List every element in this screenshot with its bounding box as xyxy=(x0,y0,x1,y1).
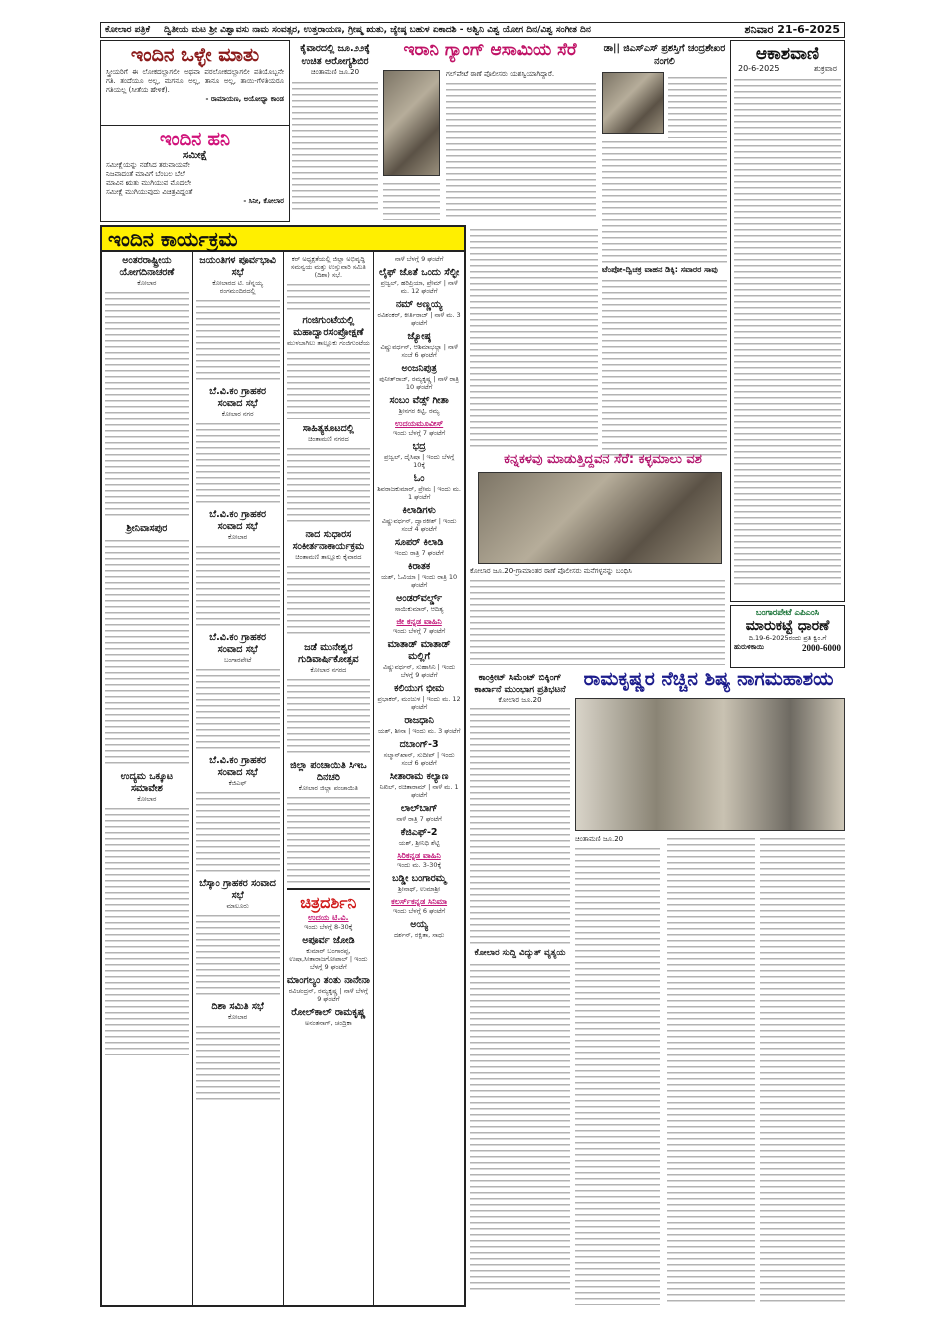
program-title: ಮಾಂಗಲ್ಯಂ ತಂತು ನಾನೇನಾ xyxy=(286,975,370,986)
theft-body xyxy=(470,577,725,665)
program-title: ಜ್ಯೋಷ್ಠ xyxy=(407,331,431,342)
apmc-title: ಬಂಗಾರಪೇಟೆ ಎಪಿಎಂಸಿ xyxy=(755,608,820,618)
drop-line: ಸಮೀಕ್ಷೆಯನ್ನು ನಡೆಸಿದ ತರುವಾಯವೇ xyxy=(106,161,190,169)
channel-name: ಸಿರಿಕನ್ನಡ ವಾಹಿನಿ xyxy=(397,851,441,860)
program-item xyxy=(287,642,371,756)
programs-column-2 xyxy=(193,252,284,1305)
program-title: ದಬಾಂಗ್-3 xyxy=(399,739,439,750)
program-details: ವಿಷ್ಣುವರ್ಧನ್, ದ್ವಾರಕೀಶ್ | ಇಂದು ಸಂಜೆ 4 ಘಂಟೆಗೆ xyxy=(381,517,457,533)
programs-column-3 xyxy=(284,252,375,1305)
program-item xyxy=(377,739,461,767)
program-title: ಸೂಪರ್ ಕಿಲಾಡಿ xyxy=(394,537,444,548)
program-item xyxy=(377,593,461,613)
program-item xyxy=(377,255,461,263)
program-item xyxy=(377,771,461,799)
program-item xyxy=(377,419,461,437)
program-item xyxy=(287,529,371,638)
channel-name: ಉದಯಮೂವೀಸ್ xyxy=(395,419,444,428)
program-item xyxy=(377,537,461,557)
program-item xyxy=(377,617,461,635)
cement-headline: ಕಾಂಕ್ರೀಟ್ ಸಿಮೆಂಟ್ ಬಿಕ್ಕಿಂಗ್ ಕಾರ್ಖಾನೆ ಮುಂಭಾಗ ಪ್ರತಿಭಟನೆ xyxy=(474,673,566,695)
program-details: ದರ್ಶನ್, ರಕ್ಷಿತಾ, ಸಾಧು xyxy=(393,931,445,939)
apmc-subtitle: ಮಾರುಕಟ್ಟೆ ಧಾರಣೆ xyxy=(745,618,830,634)
program-body-text xyxy=(196,297,280,382)
program-title: ಅಂಡರ್‌ವರ್ಲ್ಡ್ xyxy=(396,593,443,604)
program-body-text xyxy=(105,805,189,1055)
cement-body xyxy=(470,705,570,945)
program-details: ಇಂದು ಮ. 3-30ಕ್ಕೆ xyxy=(396,861,442,869)
theft-photo xyxy=(478,472,722,564)
program-title: ಓಂ xyxy=(413,473,425,484)
program-details: ಕೋಲಾರ ನಗರ xyxy=(221,410,254,418)
drop-line: ನಿಜವಾದಂತೆ ಮಾವಿಗೆ ಬೆಂಬಲ ಬೆಲೆ xyxy=(106,170,185,178)
program-details: ವಿಷ್ಣುವರ್ಧನ್, ಸುಹಾಸಿನಿ | ಇಂದು ಬೆಳಗ್ಗೆ 9 ಘಂಟೆಗೆ xyxy=(382,663,456,679)
ramakrishna-photo xyxy=(575,698,845,831)
program-title: ಮಾತಾಡ್ ಮಾತಾಡ್ ಮಲ್ಲಿಗೆ xyxy=(387,639,451,662)
program-details: ಇಂದು ಬೆಳಗ್ಗೆ 7 ಘಂಟೆಗೆ xyxy=(393,627,446,635)
quote-body: ಸ್ತ್ರೀಯರಿಗೆ ಈ ಲೋಕದಲ್ಲಾಗಲೀ ಅಥವಾ ಪರಲೋಕದಲ್ಲಾಗಲೀ ಪತಿಯೊಬ್ಬನೇ ಗತಿ. ತಂದೆಯೂ ಅಲ್ಲ, ಮಗನೂ ಅಲ್ಲ, ತಾನೂ ಅಲ್ಲ, ತಾಯಿ-ಗೆಳತಿಯರೂ ಗತಿಯಲ್ಲ (ಸೀತೆಯ ಹೇಳಿಕೆ). xyxy=(106,68,284,94)
program-details: ಸಲ್ಮಾನ್‌ಖಾನ್, ಸುದೀಪ್ | ಇಂದು ಸಂಜೆ 6 ಘಂಟೆಗೆ xyxy=(383,751,455,767)
program-item xyxy=(377,715,461,735)
program-details: ನಿಖಿಲ್, ರಚಿತಾರಾಮ್ | ನಾಳೆ ಮ. 1 ಘಂಟೆಗೆ xyxy=(379,783,459,799)
kaivara-article xyxy=(292,42,378,222)
ramakrishna-headline: ರಾಮಕೃಷ್ಣರ ನೆಚ್ಚಿನ ಶಿಷ್ಯ ನಾಗಮಹಾಶಯ xyxy=(583,668,834,690)
program-title: ಸಂಬಂ ವೆಡ್ಸ್ ಗೀತಾ xyxy=(389,395,449,406)
program-item xyxy=(196,509,280,628)
program-title: ಜಡೆ ಮುನೇಶ್ವರ ಗುಡಿವಾರ್ಷಿಕೋತ್ಸವ xyxy=(298,642,359,665)
program-item xyxy=(377,683,461,711)
drop-line: ಸಮೀಕ್ಷೆ ಮುಗಿಯುವುದು ವಿಚಿತ್ರವಿದ್ದಂತೆ xyxy=(106,188,193,196)
program-title: ಗಂಜಿಗುಂಟೆಯಲ್ಲಿ ಮಹಾದ್ವಾರಸಂಪ್ರೋಕ್ಷಣೆ xyxy=(293,315,364,338)
accused-photo xyxy=(383,70,440,176)
program-item xyxy=(105,255,189,519)
ramakrishna-body-2 xyxy=(667,835,755,1305)
program-details: ಕೋಲಾರ xyxy=(228,533,248,541)
program-item xyxy=(377,639,461,679)
akashavani-schedule xyxy=(734,76,841,586)
program-details: ಕೋಲಾರ ಜಿಲ್ಲಾ ಪಂಚಾಯಿತಿ xyxy=(298,784,358,792)
award-body xyxy=(602,138,727,263)
program-item xyxy=(377,473,461,501)
program-item xyxy=(105,771,189,1055)
program-details: ಕುಮಾರ್ ಬಂಗಾರಪ್ಪ, ಉಷಾ,ಸೀತಾರಾಜಗೋಪಾಲ್ | ಇಂದು ಬೆಳಗ್ಗೆ 9 ಘಂಟೆಗೆ xyxy=(289,947,368,971)
channel-name: ಕಲರ್ಸ್‌ಕನ್ನಡ ಸಿನಿಮಾ xyxy=(391,897,448,906)
program-details: ಕರ್ ಅಧ್ಯಕ್ಷತೆಯಲ್ಲಿ ಜಿಲ್ಲಾ ಅಭಿವೃದ್ಧಿ ಸಮನ್ವಯ ಮತ್ತು ಉಸ್ತುವಾರಿ ಸಮಿತಿ (ದಿಶಾ) ಸಭೆ. xyxy=(290,255,366,279)
akashavani-title: ಆಕಾಶವಾಣಿ xyxy=(755,44,820,64)
program-item xyxy=(377,441,461,469)
apmc-item: ಹುರುಳಿಕಾಯಿ xyxy=(734,643,764,651)
program-title: ಜಿಲ್ಲಾ ಪಂಚಾಯಿತಿ ಸಿಇಒ ದಿನಚರಿ xyxy=(290,760,367,783)
program-item xyxy=(377,897,461,915)
program-item xyxy=(105,523,189,767)
program-title: ಕಿಲಾಡಿಗಳು xyxy=(402,505,436,516)
programs-column-4 xyxy=(374,252,464,1305)
program-details: ಚಿಂತಾಮಣಿ ನಗರದ xyxy=(308,435,349,443)
theft-lead: ಕೋಲಾರ ಜೂ.20-ಗ್ರಾಮಾಂತರ ಠಾಣೆ ಪೊಲೀಸರು ಮನೆಗಳ್ಳನನ್ನು ಬಂಧಿಸಿ xyxy=(470,567,632,575)
program-details: ಯಶ್, ಶ್ರೀನಿಧಿ ಶೆಟ್ಟಿ xyxy=(398,839,440,847)
program-body-text xyxy=(196,543,280,628)
program-details: ಶಿವರಾಜಕುಮಾರ್, ಪ್ರೇಮ | ಇಂದು ಮ. 1 ಘಂಟೆಗೆ xyxy=(377,485,462,501)
program-details: ಪ್ರಭಾಕರ್, ಮಂಜುಳ | ಇಂದು ಮ. 12 ಘಂಟೆಗೆ xyxy=(377,695,461,711)
masthead-strip xyxy=(100,22,845,38)
program-item xyxy=(287,975,371,1003)
program-item xyxy=(377,851,461,869)
program-body-text xyxy=(287,445,371,525)
program-body-text xyxy=(287,676,371,756)
program-details: ಯಶ್, ಶೀನಾ | ಇಂದು ಮ. 3 ಘಂಟೆಗೆ xyxy=(377,727,461,735)
program-item xyxy=(287,255,371,311)
program-item xyxy=(287,935,371,971)
program-details: ಮಾಲೂರು xyxy=(226,902,249,910)
akashavani-day: ಶುಕ್ರವಾರ xyxy=(813,64,837,73)
apmc-price: 2000-6000 xyxy=(802,643,841,653)
kaivara-headline: ಕೈವಾರದಲ್ಲಿ ಜೂ.೨೨ಕ್ಕೆ ಉಚಿತ ಆರೋಗ್ಯಶಿಬಿರ xyxy=(300,43,370,67)
power-body xyxy=(470,961,570,1291)
program-title: ಕಲಿಯುಗ ಭೀಮ xyxy=(394,683,445,694)
program-item xyxy=(196,386,280,505)
ramakrishna-body-1 xyxy=(575,845,660,1305)
program-details: ಇಂದು ಬೆಳಗ್ಗೆ 6 ಘಂಟೆಗೆ xyxy=(393,907,446,915)
program-title: ರೋಲ್‌ಕಾಲ್ ರಾಮಕೃಷ್ಣ xyxy=(291,1007,366,1018)
program-details: ವಿಷ್ಣುವರ್ಧನ್, ಆಶಿಮಾಭಲ್ಲಾ | ನಾಳೆ ಸಂಜೆ 6 ಘಂಟೆಗೆ xyxy=(380,343,458,359)
program-title: ಅಯ್ಯ xyxy=(410,919,428,930)
program-item xyxy=(287,315,371,419)
program-title: ಲೈಫ್ ಜೊತೆ ಒಂದು ಸೆಲ್ಫೀ xyxy=(379,267,460,278)
program-title: ನಮ್ ಅಣ್ಣಯ್ಯ xyxy=(395,299,443,310)
ramakrishna-body-3 xyxy=(760,835,845,1305)
program-item xyxy=(287,1007,371,1027)
program-details: ಶ್ರೀನಾಥ್, ಉಮಾಶ್ರೀ xyxy=(397,885,441,893)
accident-headline: ಟೆಂಪೋ-ದ್ವಿಚಕ್ರ ವಾಹನ ಡಿಕ್ಕಿ: ಸವಾರರ ಸಾವು xyxy=(602,265,718,274)
akashavani-box xyxy=(730,40,845,602)
power-headline: ಕೋಲಾರ ಸುದ್ದಿ ವಿದ್ಯುತ್ ವ್ಯತ್ಯಯ xyxy=(474,948,566,958)
program-item xyxy=(377,561,461,589)
award-headline: ಡಾ|| ಜಿಎಸ್‌ಎಸ್ ಪ್ರಶಸ್ತಿಗೆ ಚಂದ್ರಶೇಖರ ನಂಗಲಿ xyxy=(603,43,726,67)
program-details: ಮುಳಬಾಗಿಲು ತಾಲ್ಲೂಕು ಗಂಜಿಗುಂಟೆಯ xyxy=(286,339,370,347)
program-item xyxy=(287,760,371,884)
program-details: ಇಂದು ಬೆಳಗ್ಗೆ 7 ಘಂಟೆಗೆ xyxy=(393,429,446,437)
program-item xyxy=(377,331,461,359)
program-details: ಕೋಲಾರ xyxy=(228,1013,248,1021)
program-title: ನಾದ ಸುಧಾರಸ ಸಂಕೀರ್ತನಾಕಾರ್ಯಕ್ರಮ xyxy=(292,529,365,552)
program-title: ಶ್ರೀನಿವಾಸಪುರ xyxy=(126,523,168,534)
program-title: ರಾಜಧಾನಿ xyxy=(404,715,434,726)
cement-article xyxy=(470,672,570,1307)
program-details: ನಾಳೆ ಬೆಳಗ್ಗೆ 9 ಘಂಟೆಗೆ xyxy=(394,255,444,263)
program-title: ಬೆ.ವಿ.ಕಂ ಗ್ರಾಹಕರ ಸಂವಾದ ಸಭೆ xyxy=(209,755,267,778)
channel-name: ಉದಯ ಟಿ.ವಿ. xyxy=(308,913,349,922)
program-details: ಪುನೀತ್‌ರಾಜ್, ರಮ್ಯಕೃಷ್ಣ | ನಾಳೆ ರಾತ್ರಿ 10 ಘಂಟೆಗೆ xyxy=(379,375,459,391)
program-item xyxy=(377,395,461,415)
cinema-listing xyxy=(287,888,371,931)
program-item xyxy=(196,255,280,382)
program-details: ಕೋಲಾರ ನಗರದ xyxy=(310,666,347,674)
program-details: ಕೆಜಿಎಫ್ xyxy=(228,779,247,787)
programs-section xyxy=(100,225,466,1307)
program-details: ಯಶ್, ಓವಿಯಾ | ಇಂದು ರಾತ್ರಿ 10 ಘಂಟೆಗೆ xyxy=(381,573,458,589)
irani-caption xyxy=(383,180,440,220)
program-details: ಇಂದು ರಾತ್ರಿ 7 ಘಂಟೆಗೆ xyxy=(394,549,444,557)
akashavani-date: 20-6-2025 xyxy=(738,64,780,73)
channel-name: ಜೀ ಕನ್ನಡ ವಾಹಿನಿ xyxy=(396,617,442,626)
program-item xyxy=(377,267,461,295)
quote-box xyxy=(100,40,290,126)
program-details: ಶ್ರೀನಗರ ಕಿಟ್ಟಿ, ರಮ್ಯ xyxy=(398,407,440,415)
program-item xyxy=(377,803,461,823)
award-article xyxy=(602,42,727,462)
drop-subtitle: ಸಮೀಕ್ಷೆ xyxy=(182,150,208,161)
award-body-side xyxy=(668,74,727,138)
program-details: ರವಿಚಂದ್ರನ್, ರಮ್ಯಕೃಷ್ಣ | ನಾಳೆ ಬೆಳಗ್ಗೆ 9 ಘಂಟೆಗೆ xyxy=(288,987,369,1003)
program-item xyxy=(377,919,461,939)
program-title: ಬೆಸ್ಕಾಂ ಗ್ರಾಹಕರ ಸಂವಾದ ಸಭೆ xyxy=(199,878,276,901)
program-title: ಉದ್ಯಮ ಒಕ್ಕೂಟ ಸಮಾವೇಶ xyxy=(120,771,174,794)
quote-title: ಇಂದಿನ ಒಳ್ಳೇ ಮಾತು xyxy=(130,44,260,66)
program-details: ಸಾಯಿಕುಮಾರ್, ಆದಿತ್ಯ xyxy=(394,605,444,613)
issue-date: ಶನಿವಾರ 21-6-2025 xyxy=(744,23,840,36)
program-details: ಕೋಲಾರ xyxy=(137,795,157,803)
program-body-text xyxy=(287,349,371,419)
drop-box xyxy=(100,125,290,222)
cinema-title: ಚಿತ್ರದರ್ಶಿನಿ xyxy=(300,893,357,912)
program-title: ಅಪೂರ್ವ ಜೋಡಿ xyxy=(302,935,355,946)
program-body-text xyxy=(105,537,189,767)
irani-body xyxy=(446,80,596,220)
program-details: ಚಿಂತಾಮಣಿ ತಾಲ್ಲೂಕು ಕೈವಾರದ xyxy=(295,553,362,561)
irani-headline: ಇರಾನಿ ಗ್ಯಾಂಗ್ ಆಸಾಮಿಯ ಸೆರೆ xyxy=(403,40,577,60)
program-details: ಕೋಲಾರದ ಟಿ. ಚೆನ್ನಯ್ಯ ರಂಗಮಂದಿರದಲ್ಲಿ xyxy=(212,279,264,295)
program-title: ದಿಶಾ ಸಮಿತಿ ಸಭೆ xyxy=(211,1001,264,1012)
program-body-text xyxy=(196,1023,280,1103)
irani-body-continued xyxy=(470,226,598,451)
apmc-box xyxy=(730,605,845,668)
program-title: ಸಾಹಿತ್ಯಕೂಟದಲ್ಲಿ xyxy=(302,423,354,434)
program-item xyxy=(377,505,461,533)
program-item xyxy=(377,363,461,391)
program-item xyxy=(196,755,280,874)
drop-line: ಮಾವಿನ ಋತು ಮುಗಿಯುವ ಮೊದಲೇ xyxy=(106,179,192,187)
program-title: ಸೀತಾರಾಮ ಕಲ್ಯಾಣ xyxy=(389,771,449,782)
programs-column-1 xyxy=(102,252,193,1305)
program-item xyxy=(377,299,461,327)
drop-title: ಇಂದಿನ ಹನಿ xyxy=(159,129,231,150)
program-details: ಪ್ರಜ್ವಲ್, ಹರಿಪ್ರಿಯಾ, ಪ್ರೇಮ್ | ನಾಳೆ ಮ. 12 ಘಂಟೆಗೆ xyxy=(380,279,458,295)
program-details: ಬಂಗಾರಪೇಟೆ xyxy=(223,656,252,664)
accident-body xyxy=(602,277,727,457)
program-title: ಬೆ.ವಿ.ಕಂ ಗ್ರಾಹಕರ ಸಂವಾದ ಸಭೆ xyxy=(209,632,267,655)
program-title: ಜಯಂತಿಗಳ ಪೂರ್ವಭಾವಿ ಸಭೆ xyxy=(199,255,276,278)
program-body-text xyxy=(196,666,280,751)
paper-name: ಕೋಲಾರ ಪತ್ರಿಕೆ xyxy=(105,25,150,35)
program-title: ಅಂತರರಾಷ್ಟ್ರೀಯ ಯೋಗದಿನಾಚರಣೆ xyxy=(119,255,175,278)
quote-source: - ರಾಮಾಯಣ, ಅಯೋಧ್ಯಾ ಕಾಂಡ xyxy=(205,95,284,103)
program-title: ಬಡ್ಡೀ ಬಂಗಾರಮ್ಮ xyxy=(392,873,447,884)
program-details: ನಾಳೆ ರಾತ್ರಿ 7 ಘಂಟೆಗೆ xyxy=(396,815,442,823)
program-body-text xyxy=(196,912,280,997)
program-title: ಕಿರಾತಕ xyxy=(408,561,431,572)
program-item xyxy=(377,873,461,893)
program-item xyxy=(196,1001,280,1103)
program-body-text xyxy=(287,794,371,884)
program-details: ಪ್ರಜ್ವಲ್, ದೈಸಿಷಾ | ಇಂದು ಬೆಳಗ್ಗೆ 10ಕ್ಕೆ xyxy=(383,453,455,469)
apmc-note: ದಿ.19-6-2025ರಂದು ಪ್ರತಿ ಕ್ವಿಂ.ಗೆ xyxy=(748,634,827,642)
program-item xyxy=(287,423,371,525)
program-title: ಕೆಜಿಎಫ್-2 xyxy=(400,827,438,838)
program-body-text xyxy=(105,289,189,519)
program-title: ಲಾಲ್‌ಬಾಗ್ xyxy=(400,803,438,814)
kaivara-dateline: ಚಿಂತಾಮಣಿ ಜೂ.20 xyxy=(310,68,360,76)
irani-lead: ಗಲ್‌ಪೇಟೆ ಠಾಣೆ ಪೊಲೀಸರು ಯಶಸ್ವಿಯಾಗಿದ್ದಾರೆ. xyxy=(446,70,555,78)
cement-dateline: ಕೋಲಾರ ಜೂ.20 xyxy=(498,696,542,704)
theft-headline: ಕನ್ನಕಳವು ಮಾಡುತ್ತಿದ್ದವನ ಸೆರೆ: ಕಳ್ಳಮಾಲು ವಶ xyxy=(504,452,702,467)
channel-time: ಇಂದು ಬೆಳಗ್ಗೆ 8-30ಕ್ಕೆ xyxy=(304,923,353,931)
program-title: ಭದ್ರ xyxy=(412,441,426,452)
drop-author: - ಸಿನೀ, ಕೋಲಾರ xyxy=(243,197,284,205)
almanac-info: ದ್ವಿತೀಯ ಮಟ ಶ್ರೀ ವಿಶ್ವಾವಸು ನಾಮ ಸಂವತ್ಸರ, ಉತ್ತರಾಯಣ, ಗ್ರೀಷ್ಮ ಋತು, ಜ್ಯೇಷ್ಠ ಬಹುಳ ಏಕಾದಶಿ - ಅಶ್ವಿನಿ ವಿಶ್ವ ಯೋಗ ದಿನ/ವಿಶ್ವ ಸಂಗೀತ ದಿನ xyxy=(163,25,591,35)
program-body-text xyxy=(196,789,280,874)
program-details: ಕೋಲಾರ xyxy=(137,279,157,287)
program-item xyxy=(196,878,280,997)
program-body-text xyxy=(196,420,280,505)
program-details: ಅನಂತನಾಗ್, ಚಂದ್ರಿಕಾ xyxy=(304,1019,352,1027)
program-details: ರವಿಶಂಕರ್, ಕೀರ್ತಿರಾಜ್ | ನಾಳೆ ಮ. 3 ಘಂಟೆಗೆ xyxy=(377,311,461,327)
ramakrishna-dateline: ಚಿಂತಾಮಣಿ ಜೂ.20 xyxy=(575,835,624,843)
program-title: ಅಂಜನಿಪುತ್ರ xyxy=(401,363,437,374)
program-title: ಬೆ.ವಿ.ಕಂ ಗ್ರಾಹಕರ ಸಂವಾದ ಸಭೆ xyxy=(209,386,267,409)
program-body-text xyxy=(287,563,371,638)
program-item xyxy=(196,632,280,751)
kaivara-body xyxy=(292,79,378,214)
program-item xyxy=(377,827,461,847)
nangali-photo xyxy=(602,72,664,134)
program-title: ಬೆ.ವಿ.ಕಂ ಗ್ರಾಹಕರ ಸಂವಾದ ಸಭೆ xyxy=(209,509,267,532)
program-body-text xyxy=(287,281,371,311)
irani-article xyxy=(380,40,600,222)
programs-banner: ಇಂದಿನ ಕಾರ್ಯಕ್ರಮ xyxy=(102,227,464,252)
